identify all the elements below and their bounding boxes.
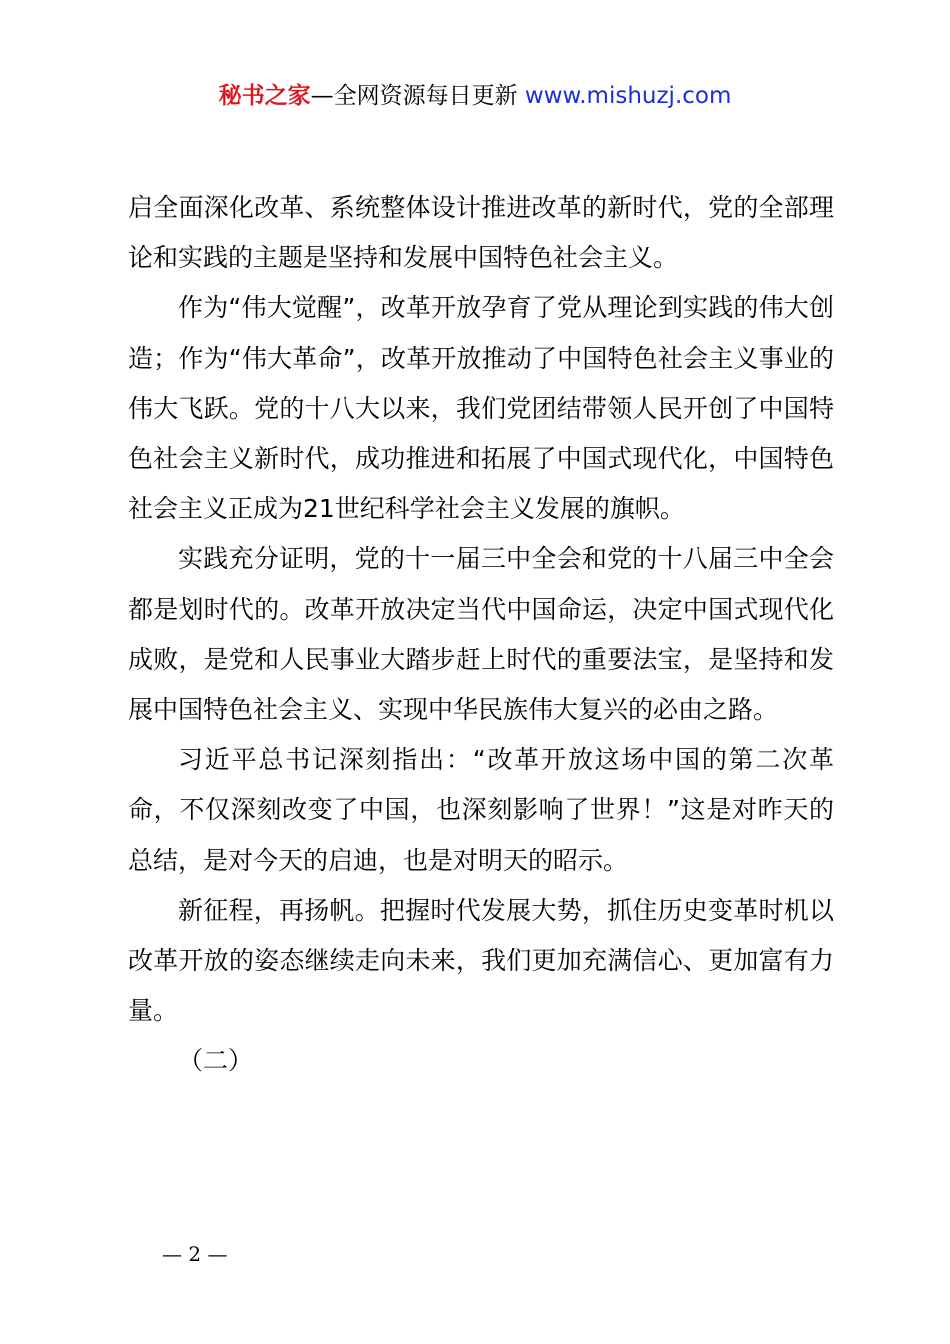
section-heading: （二） bbox=[178, 1046, 254, 1076]
paragraph-continued: 启全面深化改革、系统整体设计推进改革的新时代，党的全部理论和实践的主题是坚持和发展中国特色社会主义。 bbox=[128, 193, 834, 273]
paragraph: 实践充分证明，党的十一届三中全会和党的十八届三中全会都是划时代的。改革开放决定当代中国命运，决定中国式现代化成败，是党和人民事业大踏步赶上时代的重要法宝，是坚持和发展中国特色社会主义、实现中华民族伟大复兴的必由之路。 bbox=[128, 544, 834, 725]
paragraph: 新征程，再扬帆。把握时代发展大势，抓住历史变革时机以改革开放的姿态继续走向未来，我们更加充满信心、更加富有力量。 bbox=[128, 895, 834, 1026]
document-body bbox=[128, 183, 834, 1087]
paragraph: 作为“伟大觉醒”，改革开放孕育了党从理论到实践的伟大创造；作为“伟大革命”，改革开放推动了中国特色社会主义事业的伟大飞跃。党的十八大以来，我们党团结带领人民开创了中国特色社会主义新时代，成功推进和拓展了中国式现代化，中国特色社会主义正成为21世纪科学社会主义发展的旗帜。 bbox=[128, 293, 834, 524]
page-number: — 2 — bbox=[162, 1242, 228, 1266]
site-url[interactable]: www.mishuzj.com bbox=[524, 83, 732, 109]
header-slogan: —全网资源每日更新 bbox=[310, 83, 518, 109]
site-header bbox=[0, 80, 950, 112]
paragraph: 习近平总书记深刻指出：“改革开放这场中国的第二次革命，不仅深刻改变了中国，也深刻影响了世界！”这是对昨天的总结，是对今天的启迪，也是对明天的昭示。 bbox=[128, 745, 834, 875]
brand-name: 秘书之家 bbox=[218, 83, 311, 109]
